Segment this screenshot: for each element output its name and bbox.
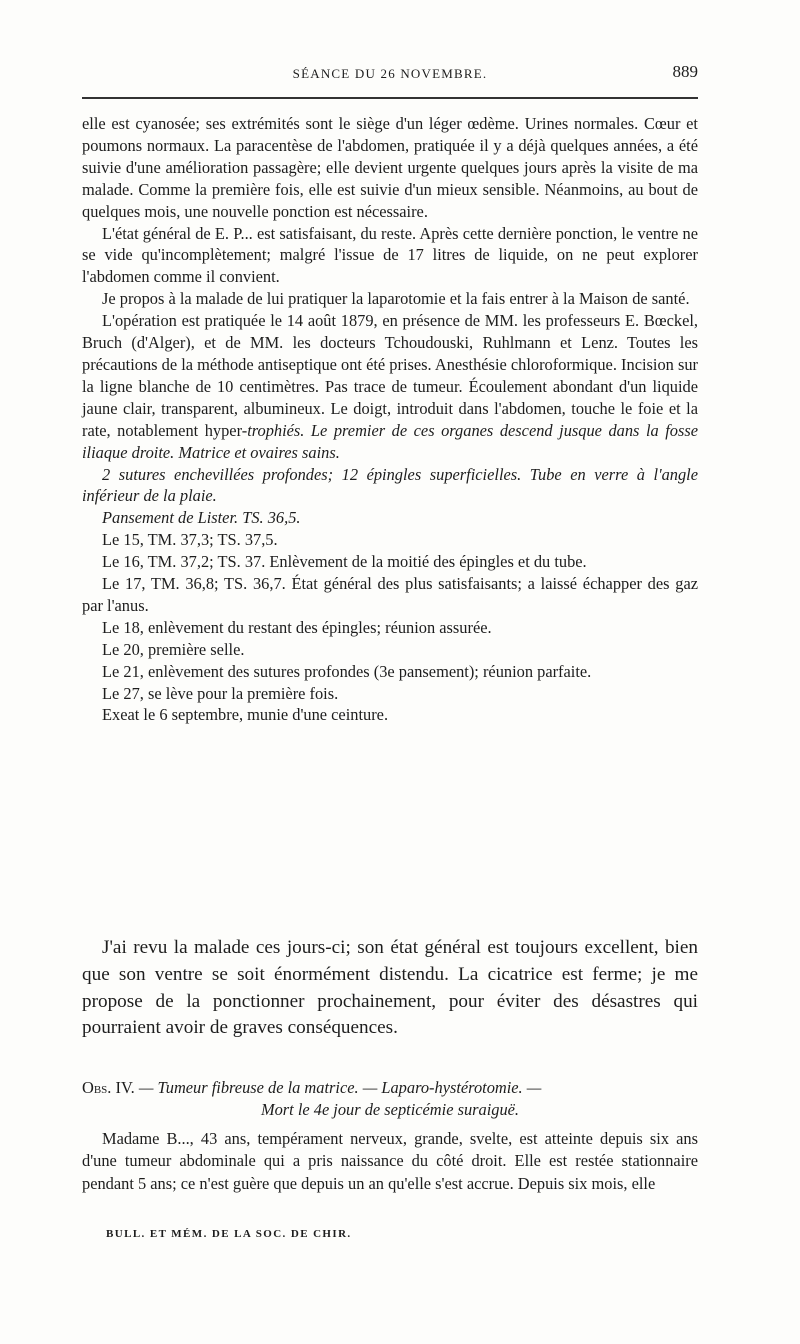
paragraph: Madame B..., 43 ans, tempérament nerveux, grande, svelte, est atteinte depuis six ans d'une tumeur abdominale qui a pris naissance du côté droit. Elle est restée stationnaire pendant 5 ans; ce n'est guère que depuis un an qu'elle s'est accrue. Depuis six mois, elle — [82, 1129, 698, 1193]
page-header — [82, 62, 698, 86]
paragraph: Le 16, TM. 37,2; TS. 37. Enlèvement de la moitié des épingles et du tube. — [102, 552, 587, 572]
body-text-upper — [82, 113, 698, 726]
paragraph: L'état général de E. P... est satisfaisant, du reste. Après cette dernière ponction, le ventre ne se vide qu'incomplètement; malgré l'issue de 17 litres de liquide, on ne peut explorer l'abdomen comme il convient. — [82, 223, 698, 287]
paragraph-text: L'opération est pratiquée le 14 août 1879, en présence de MM. les professeurs E. Bœckel, Bruch (d'Alger), et de MM. les docteurs Tchoudouski, Ruhlmann et Lenz. Toutes les précautions de la méthode antiseptique ont été prises. Anesthésie chloroformique. Incision sur la ligne blanche de 10 centimètres. Pas trace de tumeur. Écoulement abondant d'un liquide jaune clair, transparent, albumineux. Le doigt, introduit dans l'abdomen, touche le foie et la rate, notablement hyper- — [82, 311, 698, 440]
paragraph: Le 18, enlèvement du restant des épingles; réunion assurée. — [102, 617, 492, 637]
body-text-large — [82, 935, 698, 1042]
observation-heading — [82, 1077, 698, 1121]
paragraph — [82, 310, 698, 463]
italic-text: trophiés. Le premier de ces organes descend jusque dans la fosse iliaque droite. Matrice et ovaires sains. — [82, 420, 698, 462]
observation-heading-line1 — [82, 1077, 698, 1099]
document-page — [82, 0, 698, 1344]
paragraph: Je propos à la malade de lui pratiquer la laparotomie et la fais entrer à la Maison de santé. — [102, 289, 690, 309]
observation-heading-line2: Mort le 4e jour de septicémie suraiguë. — [260, 1100, 520, 1119]
observation-label: Obs. IV. — [82, 1078, 135, 1097]
paragraph: Le 20, première selle. — [102, 639, 245, 659]
paragraph: J'ai revu la malade ces jours-ci; son état général est toujours excellent, bien que son ventre se soit énormément distendu. La cicatrice est ferme; je me propose de la ponctionner prochainement, pour éviter des désastres qui pourraient avoir de graves conséquences. — [82, 937, 698, 1039]
paragraph: Exeat le 6 septembre, munie d'une ceinture. — [102, 705, 389, 725]
paragraph: elle est cyanosée; ses extrémités sont le siège d'un léger œdème. Urines normales. Cœur et poumons normaux. La paracentèse de l'abdomen, pratiquée il y a déjà quelques années, a été suivie d'une amélioration passagère; elle devient urgente quelques jours après la visite de ma malade. Comme la première fois, elle est suivie d'un mieux sensible. Néanmoins, au bout de quelques mois, une nouvelle ponction est nécessaire. — [82, 114, 698, 221]
paragraph: Le 15, TM. 37,3; TS. 37,5. — [102, 530, 278, 550]
paragraph: Le 27, se lève pour la première fois. — [102, 683, 339, 703]
paragraph: Pansement de Lister. TS. 36,5. — [102, 508, 301, 528]
body-text-lower — [82, 1128, 698, 1195]
page-footer: BULL. ET MÉM. DE LA SOC. DE CHIR. — [106, 1228, 352, 1240]
paragraph: Le 17, TM. 36,8; TS. 36,7. État général des plus satisfaisants; a laissé échapper des gaz par l'anus. — [82, 574, 698, 615]
header-rule — [82, 97, 698, 99]
running-title: SÉANCE DU 26 NOVEMBRE. — [292, 66, 488, 81]
observation-title: — Tumeur fibreuse de la matrice. — Laparo-hystérotomie. — — [134, 1078, 542, 1097]
paragraph: 2 sutures enchevillées profondes; 12 épingles superficielles. Tube en verre à l'angle inférieur de la plaie. — [82, 464, 698, 506]
page-number: 889 — [672, 62, 698, 81]
paragraph: Le 21, enlèvement des sutures profondes (3e pansement); réunion parfaite. — [102, 661, 592, 681]
